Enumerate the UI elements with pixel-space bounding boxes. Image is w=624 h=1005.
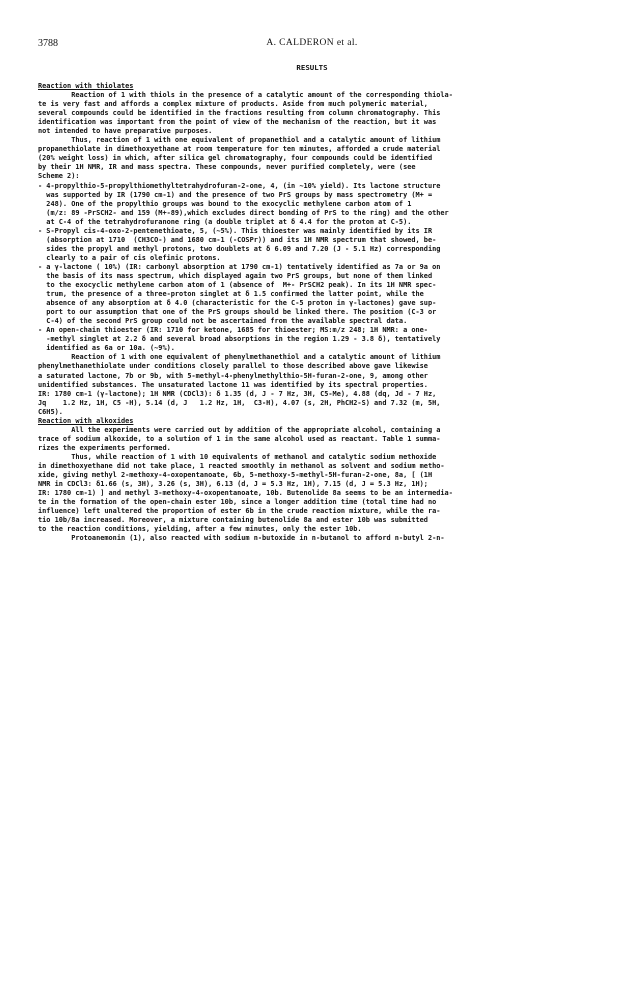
text-line: phenylmethanethiolate under conditions closely parallel to those described above gave likewise [38, 362, 428, 371]
text-line: port to our assumption that one of the PrS groups should be linked there. The position (C-3 or [38, 308, 437, 317]
text-line: te in the formation of the open-chain ester 10b, since a longer addition time (total time had no [38, 498, 437, 507]
section-title: RESULTS [296, 63, 328, 72]
text-line: tio 10b/8a increased. Moreover, a mixture containing butenolide 8a and ester 10b was submitted [38, 516, 428, 525]
text-line: IR: 1780 cm-1 (γ-lactone); 1H NMR (CDCl3): δ 1.35 (d, J - 7 Hz, 3H, C5-Me), 4.88 (dq, Jd - 7 Hz, [38, 389, 437, 398]
text-line: te is very fast and affords a complex mixture of products. Aside from much polymeric material, [38, 100, 428, 109]
text-line: C-4) of the second PrS group could not be ascertained from the available spectral data. [38, 317, 408, 326]
text-line: All the experiments were carried out by addition of the appropriate alcohol, containing a [38, 425, 441, 434]
text-line: unidentified substances. The unsaturated lactone 11 was identified by its spectral properties. [38, 380, 428, 389]
text-line: (20% weight loss) in which, after silica gel chromatography, four compounds could be identified [38, 154, 433, 163]
text-line: identification was important from the point of view of the mechanism of the reaction, but it was [38, 118, 437, 127]
text-line: IR: 1780 cm-1) ] and methyl 3-methoxy-4-oxopentanoate, 10b. Butenolide 8a seems to be an intermedia- [38, 489, 453, 498]
text-line: in dimethoxyethane did not take place, 1 reacted smoothly in methanol as solvent and sodium metho- [38, 461, 445, 470]
text-line: absence of any absorption at δ 4.0 (characteristic for the C-5 proton in γ-lactones) gave sup- [38, 299, 437, 308]
text-line: to the reaction conditions, yielding, after a few minutes, only the ester 10b. [38, 525, 362, 534]
text-line: C6H5). [38, 407, 63, 416]
text-line: Protoanemonin (1), also reacted with sodium n-butoxide in n-butanol to afford n-butyl 2-n- [38, 534, 445, 543]
text-line: - 4-propylthio-5-propylthiomethyltetrahydrofuran-2-one, 4, (in ~10% yield). Its lactone structure [38, 181, 441, 190]
text-line: trum, the presence of a three-proton singlet at δ 1.5 confirmed the latter point, while the [38, 290, 424, 299]
text-line: Thus, reaction of 1 with one equivalent of propanethiol and a catalytic amount of lithium [38, 136, 441, 145]
text-line: Jq 1.2 Hz, 1H, C5 -H), 5.14 (d, J 1.2 Hz, 1H, C3-H), 4.07 (s, 2H, PhCH2-S) and 7.32 (m, 5H, [38, 398, 441, 407]
text-line: propanethiolate in dimethoxyethane at room temperature for ten minutes, afforded a crude material [38, 145, 441, 154]
text-line: (absorption at 1710 (CH3CO-) and 1680 cm-1 (-COSPr)) and its 1H NMR spectrum that showed, be- [38, 235, 437, 244]
text-line: (m/z: 89 -PrSCH2- and 159 (M+-89),which excludes direct bonding of PrS to the ring) and the other [38, 208, 449, 217]
text-line: sides the propyl and methyl protons, two doublets at δ 6.09 and 7.20 (J - 5.1 Hz) corresponding [38, 244, 441, 253]
text-line: clearly to a pair of cis olefinic protons. [38, 253, 221, 262]
text-line: xide, giving methyl 2-methoxy-4-oxopentanoate, 6b, 5-methoxy-5-methyl-5H-furan-2-one, 8a, [ (1H [38, 471, 433, 480]
text-line: several compounds could be identified in the fractions resulting from column chromatography. This [38, 109, 441, 118]
running-head-authors: A. CALDERON et al. [266, 38, 358, 48]
text-line: identified as 6a or 10a. (~9%). [38, 344, 175, 353]
text-line: Reaction of 1 with one equivalent of phenylmethanethiol and a catalytic amount of lithium [38, 353, 441, 362]
text-line: at C-4 of the tetrahydrofuranone ring (a double triplet at δ 4.4 for the proton at C-5). [38, 217, 412, 226]
text-line: Scheme 2): [38, 172, 80, 181]
text-line: -methyl singlet at 2.2 δ and several broad absorptions in the region 1.29 - 3.8 δ), tentatively [38, 335, 441, 344]
page-number: 3788 [38, 38, 58, 49]
article-body [38, 82, 586, 543]
text-line: by their 1H NMR, IR and mass spectra. These compounds, never purified completely, were (see [38, 163, 416, 172]
text-line: NMR in CDCl3: δ1.66 (s, 3H), 3.26 (s, 3H), 6.13 (d, J = 5.3 Hz, 1H), 7.15 (d, J = 5.3 Hz, 1H); [38, 480, 428, 489]
text-line: influence) left unaltered the proportion of ester 6b in the crude reaction mixture, while the ra- [38, 507, 441, 516]
text-line: to the exocyclic methylene carbon atom of 1 (absence of M+- PrSCH2 peak). In its 1H NMR spec- [38, 281, 437, 290]
text-line: - S-Propyl cis-4-oxo-2-pentenethioate, 5, (~5%). This thioester was mainly identified by its IR [38, 226, 433, 235]
subsection-heading: Reaction with thiolates [38, 82, 134, 90]
text-line: 248). One of the propylthio groups was bound to the exocyclic methylene carbon atom of 1 [38, 199, 412, 208]
text-line: not intended to have preparative purposes. [38, 127, 213, 136]
text-line: a saturated lactone, 7b or 9b, with 5-methyl-4-phenylmethylthio-5H-furan-2-one, 9, among other [38, 371, 428, 380]
text-line: Reaction of 1 with thiols in the presence of a catalytic amount of the corresponding thiola- [38, 91, 453, 100]
text-line: the basis of its mass spectrum, which displayed again two PrS groups, but none of them linked [38, 271, 433, 280]
text-line: Thus, while reaction of 1 with 10 equivalents of methanol and catalytic sodium methoxide [38, 452, 437, 461]
text-line: trace of sodium alkoxide, to a solution of 1 in the same alcohol used as reactant. Table 1 summa- [38, 434, 441, 443]
text-line: - a γ-lactone ( 10%) (IR: carbonyl absorption at 1790 cm-1) tentatively identified as 7a or 9a on [38, 262, 441, 271]
text-line: was supported by IR (1790 cm-1) and the presence of two PrS groups by mass spectrometry (M+ = [38, 190, 433, 199]
subsection-heading: Reaction with alkoxides [38, 416, 134, 425]
text-line: - An open-chain thioester (IR: 1710 for ketone, 1685 for thioester; MS:m/z 248; 1H NMR: a one- [38, 326, 428, 335]
text-line: rizes the experiments performed. [38, 443, 171, 452]
